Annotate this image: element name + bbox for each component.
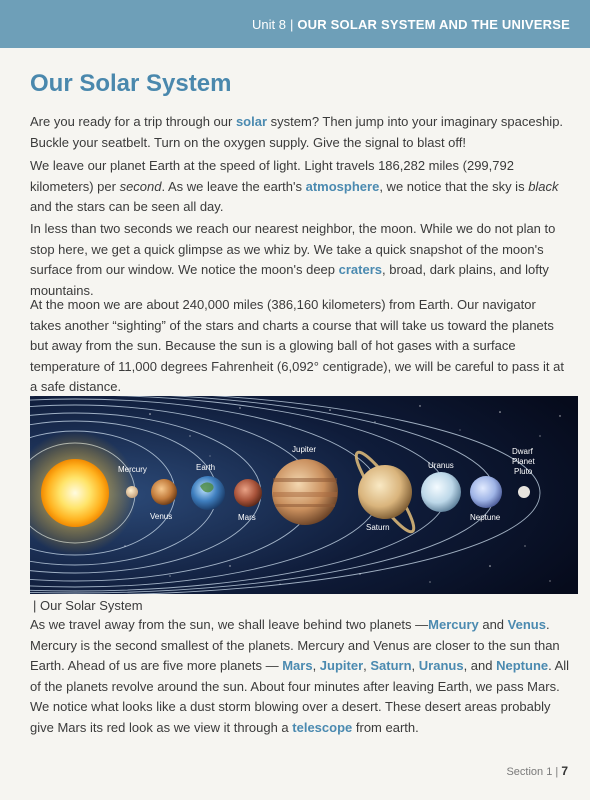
page-title: Our Solar System xyxy=(30,70,232,97)
planet-mercury xyxy=(126,486,138,498)
sun xyxy=(41,459,109,527)
paragraph-intro xyxy=(30,112,570,153)
text-run: . All of the planets revolve around the sun. About four minutes after leaving Earth, we pass Mars. We notice what looks like a dust storm blowing over a desert. These desert areas probably give Mars its red look as we view it through a xyxy=(30,658,570,735)
paragraph-planets xyxy=(30,615,570,739)
text-run: , xyxy=(312,658,320,674)
text-run: At the moon we are about 240,000 miles (386,160 kilometers) from Earth. Our navigator takes another “sighting” of the stars and charts a course that will take us toward the planets but away from the sun. Because the sun is a glowing ball of hot gases with a surface temperature of 11,000 degrees Fahrenheit (6,092° centigrade), we will be careful to pass it at a safe distance. xyxy=(30,297,564,395)
keyword-jupiter: Jupiter xyxy=(319,658,364,674)
planet-earth xyxy=(191,476,225,510)
emphasis-second: second xyxy=(119,178,162,194)
planet-saturn xyxy=(358,465,412,519)
text-run: Are you ready for a trip through our xyxy=(30,114,236,129)
solar-system-illustration xyxy=(30,396,578,594)
keyword-telescope: telescope xyxy=(292,719,353,735)
label-jupiter: Jupiter xyxy=(292,445,317,454)
text-run: . As we leave the earth's xyxy=(161,178,306,194)
unit-number: Unit 8 xyxy=(251,16,286,32)
text-run: We leave our planet Earth at the speed of light. Light travels 186,282 miles (299,792 kilometers) per xyxy=(30,158,514,194)
text-run: system? Then jump into your imaginary spaceship. Buckle your seatbelt. Turn on the oxygen supply. Give the signal to blast off! xyxy=(30,114,564,150)
text-run: and the stars can be seen all day. xyxy=(30,199,224,215)
label-earth: Earth xyxy=(196,463,216,472)
keyword-neptune: Neptune xyxy=(496,658,549,674)
text-run: , we notice that the sky is xyxy=(379,178,529,194)
planet-neptune xyxy=(470,476,502,508)
label-neptune: Neptune xyxy=(470,513,501,522)
keyword-mercury: Mercury xyxy=(428,617,479,632)
label-mercury: Mercury xyxy=(118,465,147,474)
text-run: , broad, dark plains, and lofty mountains. xyxy=(30,262,549,298)
text-run: . Mercury is the second smallest of the planets. Mercury and Venus are closer to the sun than Earth. Ahead of us are five more planets — xyxy=(30,617,560,674)
label-mars: Mars xyxy=(238,513,256,522)
planet-mars xyxy=(234,479,262,507)
unit-header-bar xyxy=(0,0,590,48)
text-run: In less than two seconds we reach our nearest neighbor, the moon. While we do not plan to stop here, we get a quick glimpse as we whiz by. We take a quick snapshot of the moon's surface from our window. We notice the moon's deep xyxy=(30,221,556,278)
footer-section: Section 1 xyxy=(506,766,553,778)
keyword-venus: Venus xyxy=(507,617,546,632)
text-run: As we travel away from the sun, we shall leave behind two planets — xyxy=(30,617,429,632)
header-separator: | xyxy=(289,16,294,32)
label-pluto-line1: Dwarf xyxy=(512,447,533,456)
planet-venus xyxy=(151,479,177,505)
paragraph-moon xyxy=(30,219,570,301)
keyword-uranus: Uranus xyxy=(418,658,464,674)
keyword-mars: Mars xyxy=(282,658,313,674)
keyword-craters: craters xyxy=(338,262,382,278)
label-venus: Venus xyxy=(150,512,173,521)
text-run: , and xyxy=(463,658,497,674)
label-saturn: Saturn xyxy=(366,523,390,532)
figure-caption: | Our Solar System xyxy=(33,598,143,613)
text-run: and xyxy=(478,617,508,632)
label-pluto-line2: Planet xyxy=(512,457,535,466)
label-uranus: Uranus xyxy=(428,461,454,470)
paragraph-light-speed xyxy=(30,156,570,218)
keyword-atmosphere: atmosphere xyxy=(305,178,380,194)
planet-pluto xyxy=(518,486,530,498)
keyword-saturn: Saturn xyxy=(370,658,412,674)
label-pluto-line3: Pluto xyxy=(514,467,533,476)
text-run: , xyxy=(363,658,371,674)
text-run: , xyxy=(411,658,419,674)
unit-title: OUR SOLAR SYSTEM AND THE UNIVERSE xyxy=(297,16,570,32)
page-number: 7 xyxy=(561,764,568,778)
planet-uranus xyxy=(421,472,461,512)
keyword-solar: solar xyxy=(235,114,268,129)
footer-separator: | xyxy=(555,766,559,778)
solar-system-svg xyxy=(30,396,578,594)
text-run: from earth. xyxy=(352,719,419,735)
paragraph-navigation xyxy=(30,295,570,398)
page-footer xyxy=(506,764,568,778)
emphasis-black: black xyxy=(528,178,559,194)
